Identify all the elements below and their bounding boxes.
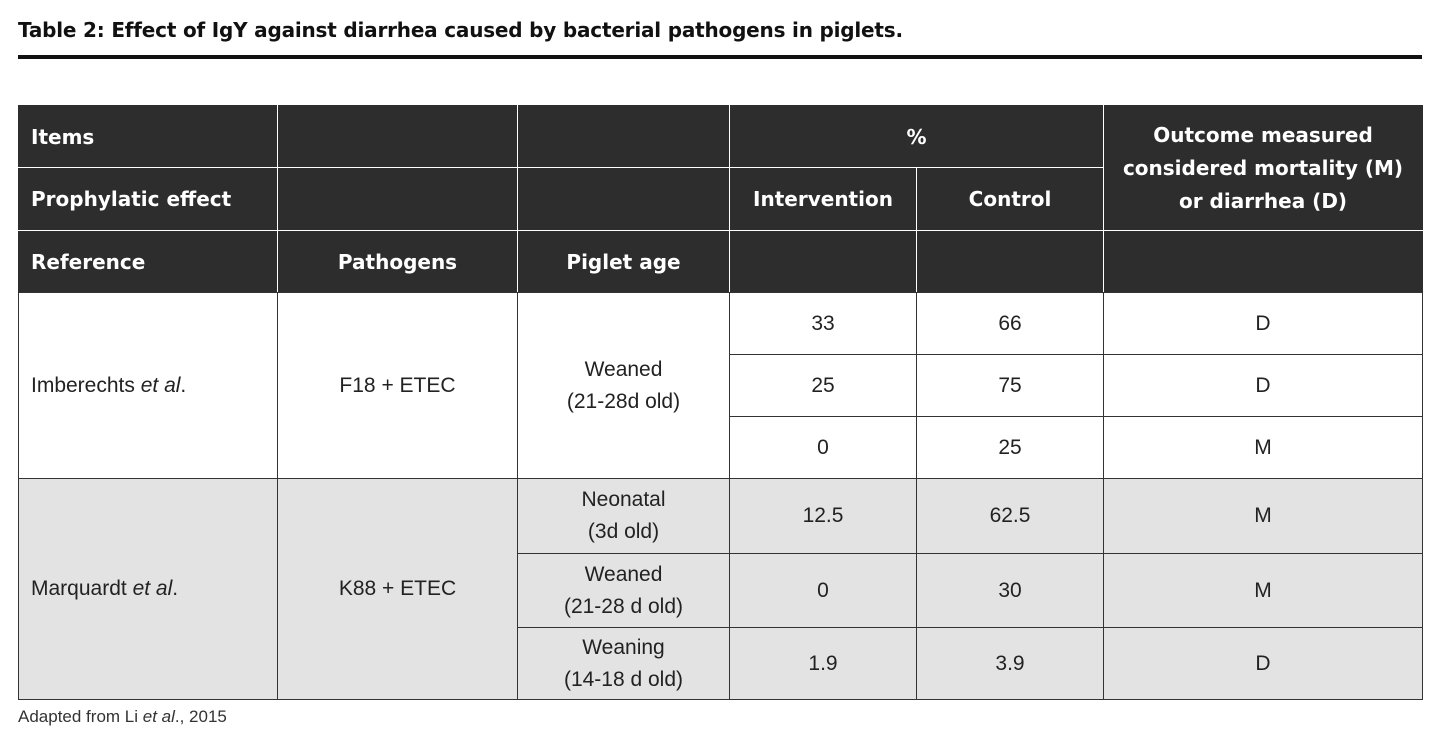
outcome-cell: M <box>1104 479 1423 554</box>
intervention-cell: 33 <box>730 293 917 355</box>
header-reference: Reference <box>19 231 278 293</box>
header-outcome-line1: Outcome measured <box>1153 122 1373 147</box>
outcome-cell: D <box>1104 355 1423 417</box>
outcome-cell: D <box>1104 628 1423 700</box>
control-cell: 25 <box>917 417 1104 479</box>
piglet-age-line2: (21-28 d old) <box>563 594 684 618</box>
source-footnote <box>18 707 227 727</box>
reference-suffix: . <box>180 373 187 397</box>
header-prophylatic-effect: Prophylatic effect <box>19 168 278 231</box>
outcome-cell: M <box>1104 554 1423 628</box>
header-outcome <box>1104 106 1423 231</box>
intervention-cell: 0 <box>730 417 917 479</box>
header-row-reference <box>19 231 1423 293</box>
header-empty <box>1104 231 1423 293</box>
header-row-items <box>19 106 1423 168</box>
reference-cell <box>19 293 278 479</box>
pathogens-cell: K88 + ETEC <box>278 479 518 700</box>
table-row <box>19 293 1423 355</box>
control-cell: 30 <box>917 554 1104 628</box>
reference-name: Imberechts <box>31 373 135 397</box>
reference-etal: et al <box>140 373 181 397</box>
reference-cell <box>19 479 278 700</box>
table-title: Table 2: Effect of IgY against diarrhea caused by bacterial pathogens in piglets. <box>18 18 903 42</box>
outcome-cell: M <box>1104 417 1423 479</box>
piglet-age-line1: Neonatal <box>581 488 666 511</box>
table-row <box>19 479 1423 554</box>
header-piglet-age: Piglet age <box>518 231 730 293</box>
header-control: Control <box>917 168 1104 231</box>
pathogens-cell: F18 + ETEC <box>278 293 518 479</box>
intervention-cell: 12.5 <box>730 479 917 554</box>
header-items: Items <box>19 106 278 168</box>
control-cell: 3.9 <box>917 628 1104 700</box>
header-pathogens: Pathogens <box>278 231 518 293</box>
intervention-cell: 1.9 <box>730 628 917 700</box>
footnote-etal: et al <box>142 707 175 726</box>
header-empty <box>518 106 730 168</box>
header-intervention: Intervention <box>730 168 917 231</box>
piglet-age-line1: Weaning <box>582 635 665 659</box>
reference-etal: et al <box>132 577 173 600</box>
piglet-age-line1: Weaned <box>584 357 663 381</box>
footnote-prefix: Adapted from Li <box>18 707 143 726</box>
header-empty <box>518 168 730 231</box>
intervention-cell: 25 <box>730 355 917 417</box>
header-empty <box>917 231 1104 293</box>
piglet-age-cell <box>518 628 730 700</box>
title-divider <box>18 55 1422 59</box>
reference-suffix: . <box>172 577 179 600</box>
control-cell: 66 <box>917 293 1104 355</box>
piglet-age-cell <box>518 479 730 554</box>
piglet-age-line1: Weaned <box>584 562 663 586</box>
header-outcome-line2: considered mortality (M) <box>1122 155 1404 180</box>
piglet-age-cell <box>518 293 730 479</box>
header-outcome-line3: or diarrhea (D) <box>1178 188 1348 213</box>
footnote-suffix: ., 2015 <box>174 707 227 726</box>
intervention-cell: 0 <box>730 554 917 628</box>
control-cell: 75 <box>917 355 1104 417</box>
header-percent: % <box>730 106 1104 168</box>
header-empty <box>730 231 917 293</box>
piglet-age-line2: (14-18 d old) <box>563 667 684 691</box>
control-cell: 62.5 <box>917 479 1104 554</box>
outcome-cell: D <box>1104 293 1423 355</box>
piglet-age-line2: (3d old) <box>587 520 660 543</box>
header-empty <box>278 168 518 231</box>
piglet-age-line2: (21-28d old) <box>566 389 681 413</box>
reference-name: Marquardt <box>31 577 127 600</box>
piglet-age-cell <box>518 554 730 628</box>
header-empty <box>278 106 518 168</box>
results-table <box>18 105 1423 700</box>
